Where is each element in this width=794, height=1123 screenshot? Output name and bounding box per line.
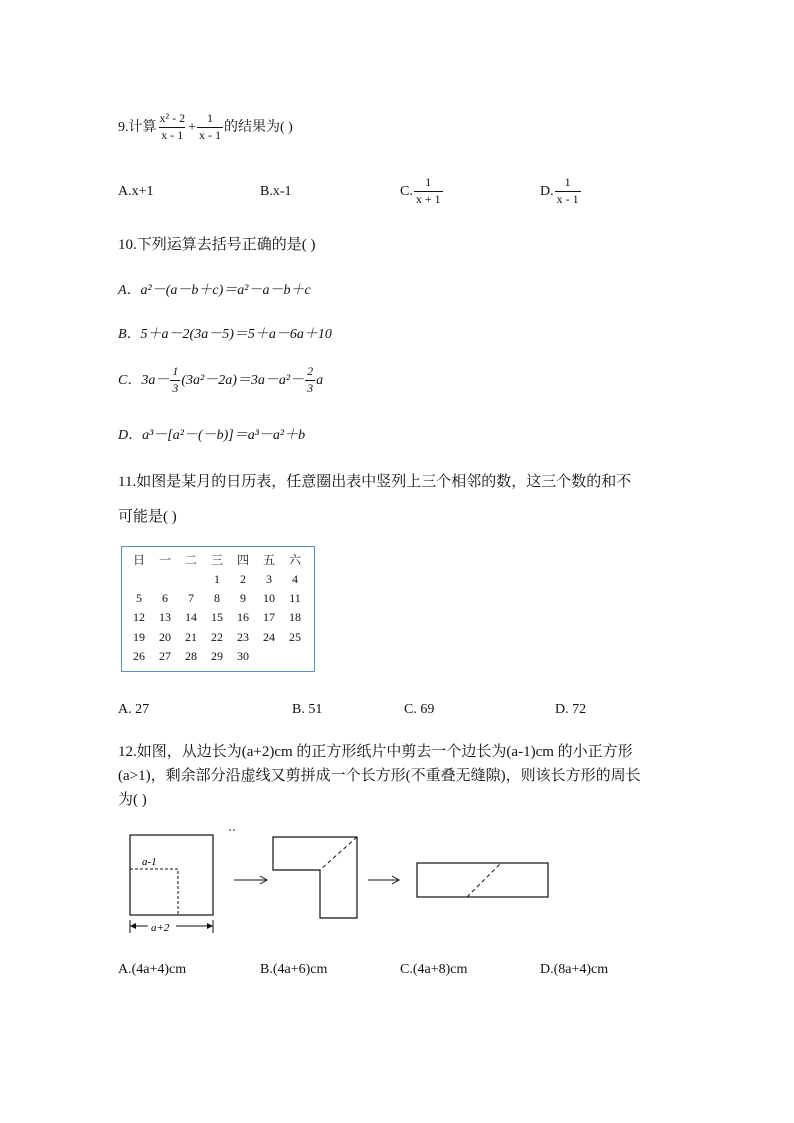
q12-option-b[interactable]: B.(4a+6)cm — [260, 962, 328, 977]
l-shape — [273, 837, 357, 918]
q12-option-a[interactable]: A.(4a+4)cm — [118, 962, 187, 977]
arrow-left-icon — [130, 923, 136, 929]
calendar-header-cell: 五 — [262, 553, 275, 568]
calendar-header-cell: 一 — [158, 553, 171, 568]
q9-option-c[interactable] — [400, 172, 444, 212]
q9-option-b[interactable]: B.x-1 — [260, 184, 292, 199]
label-a-plus-2: a+2 — [151, 922, 170, 934]
calendar-week-row — [126, 608, 308, 627]
q9-option-d-fraction — [555, 176, 581, 207]
calendar-day-cell: 7 — [188, 590, 194, 605]
q9-fraction-1-numerator: x² - 2 — [159, 111, 186, 126]
calendar-day-cell: 29 — [211, 649, 223, 664]
q9-fraction-2-denominator: x - 1 — [199, 128, 221, 143]
arrow-right-icon — [207, 923, 213, 929]
q12-option-c[interactable]: C.(4a+8)cm — [400, 962, 468, 977]
calendar-day-cell: 16 — [237, 610, 249, 625]
q12-stem-line-3: 为( ) — [118, 792, 147, 808]
q10-option-c-fraction-1-denominator: 3 — [172, 381, 179, 396]
q9-option-d-denominator: x - 1 — [556, 192, 579, 207]
q9-option-d-label: D. — [540, 184, 554, 199]
q10-option-c-fraction-2-numerator: 2 — [307, 364, 314, 379]
calendar-day-cell: 21 — [185, 629, 197, 644]
calendar-day-cell: 25 — [289, 629, 301, 644]
q9-fraction-2-numerator: 1 — [207, 111, 213, 126]
calendar-day-cell: 28 — [185, 649, 197, 664]
q11-stem-line-1: 11.如图是某月的日历表，任意圈出表中竖列上三个相邻的数，这三个数的和不 — [118, 474, 632, 490]
q9-prefix: 9.计算 — [118, 120, 157, 135]
calendar-day-cell: 22 — [211, 629, 223, 644]
label-a-minus-1: a-1 — [142, 856, 157, 868]
calendar-day-cell: 15 — [211, 610, 223, 625]
calendar-day-cell: 13 — [159, 610, 171, 625]
calendar-week-row — [126, 569, 308, 588]
calendar-day-cell: 14 — [185, 610, 197, 625]
calendar-day-cell: 12 — [133, 610, 145, 625]
q12-figure — [120, 825, 560, 940]
q10-option-c[interactable] — [118, 358, 323, 404]
calendar-header-row — [126, 550, 308, 569]
q10-option-b[interactable]: B．5＋a－2(3a－5)＝5＋a－6a＋10 — [118, 327, 332, 342]
calendar-day-cell: 17 — [263, 610, 275, 625]
calendar-day-cell: 20 — [159, 629, 171, 644]
q11-stem-line-2: 可能是( ) — [118, 509, 177, 525]
q9-fraction-1 — [158, 112, 188, 143]
q10-option-c-part-2: (3a²－2a)＝3a－a²－ — [181, 373, 305, 388]
calendar-day-cell — [282, 647, 308, 666]
calendar-day-cell: 18 — [289, 610, 301, 625]
q11-option-d[interactable]: D. 72 — [555, 702, 587, 717]
q9-suffix: 的结果为( ) — [224, 120, 293, 135]
calendar-grid — [126, 550, 308, 666]
q11-option-a[interactable]: A. 27 — [118, 702, 150, 717]
result-rectangle — [417, 863, 548, 897]
q9-option-a[interactable]: A.x+1 — [118, 184, 154, 199]
q10-option-a[interactable]: A．a²－(a－b＋c)＝a²－a－b＋c — [118, 283, 311, 298]
calendar-week-row — [126, 589, 308, 608]
q9-plus: + — [188, 120, 196, 135]
q10-option-c-part-3: a — [316, 373, 324, 388]
calendar-day-cell — [256, 647, 282, 666]
calendar-header-cell: 二 — [184, 553, 197, 568]
calendar-day-cell: 23 — [237, 629, 249, 644]
q9-option-c-numerator: 1 — [425, 175, 432, 190]
calendar-day-cell: 2 — [240, 571, 246, 586]
calendar-day-cell: 11 — [289, 590, 301, 605]
q9-option-c-denominator: x + 1 — [415, 192, 441, 207]
calendar-day-cell: 10 — [263, 590, 275, 605]
calendar-header-cell: 四 — [236, 553, 249, 568]
q10-option-c-fraction-1 — [170, 365, 180, 396]
q10-option-c-fraction-1-numerator: 1 — [172, 364, 179, 379]
calendar-header-cell: 日 — [132, 553, 145, 568]
calendar-week-row — [126, 647, 308, 666]
calendar-day-cell — [178, 569, 204, 588]
calendar-header-cell: 六 — [288, 553, 301, 568]
q10-option-c-fraction-2-denominator: 3 — [307, 381, 314, 396]
l-shape-dashed-cut — [320, 837, 357, 870]
calendar-day-cell: 24 — [263, 629, 275, 644]
q10-option-c-part-1: 3a－ — [141, 373, 170, 388]
calendar-day-cell: 30 — [237, 649, 249, 664]
q11-option-c[interactable]: C. 69 — [404, 702, 435, 717]
calendar-day-cell: 8 — [214, 590, 220, 605]
calendar-day-cell: 1 — [214, 571, 220, 586]
q9-option-d[interactable] — [540, 172, 582, 212]
calendar-day-cell — [126, 569, 152, 588]
calendar-day-cell: 9 — [240, 590, 246, 605]
calendar-day-cell: 5 — [136, 590, 142, 605]
calendar-day-cell: 26 — [133, 649, 145, 664]
calendar-table — [121, 546, 315, 672]
calendar-week-row — [126, 628, 308, 647]
calendar-day-cell: 19 — [133, 629, 145, 644]
q9-option-d-numerator: 1 — [564, 175, 571, 190]
q9-fraction-1-denominator: x - 1 — [161, 128, 184, 143]
q10-stem: 10.下列运算去括号正确的是( ) — [118, 237, 316, 253]
q12-option-d[interactable]: D.(8a+4)cm — [540, 962, 609, 977]
q9-fraction-2 — [197, 112, 223, 143]
calendar-header-cell: 三 — [210, 553, 223, 568]
q12-stem-line-2: (a>1)，剩余部分沿虚线又剪拼成一个长方形(不重叠无缝隙)，则该长方形的周长 — [118, 768, 641, 784]
rectangle-dashed-cut — [467, 863, 501, 897]
cut-line-dashed — [130, 869, 178, 915]
q9-option-c-label: C. — [400, 184, 413, 199]
q10-option-c-label: C． — [118, 373, 142, 388]
calendar-day-cell: 3 — [266, 571, 272, 586]
q9-option-c-fraction — [414, 176, 443, 207]
calendar-day-cell: 27 — [159, 649, 171, 664]
q12-stem-line-1: 12.如图，从边长为(a+2)cm 的正方形纸片中剪去一个边长为(a-1)cm 的小正方形 — [118, 744, 633, 760]
calendar-day-cell: 4 — [292, 571, 298, 586]
big-square — [130, 835, 213, 915]
q11-option-b[interactable]: B. 51 — [292, 702, 323, 717]
calendar-day-cell: 6 — [162, 590, 168, 605]
q10-option-c-fraction-2 — [305, 365, 315, 396]
q10-option-d[interactable]: D．a³－[a²－(－b)]＝a³－a²＋b — [118, 428, 306, 443]
q9-stem — [118, 108, 293, 148]
calendar-day-cell — [152, 569, 178, 588]
